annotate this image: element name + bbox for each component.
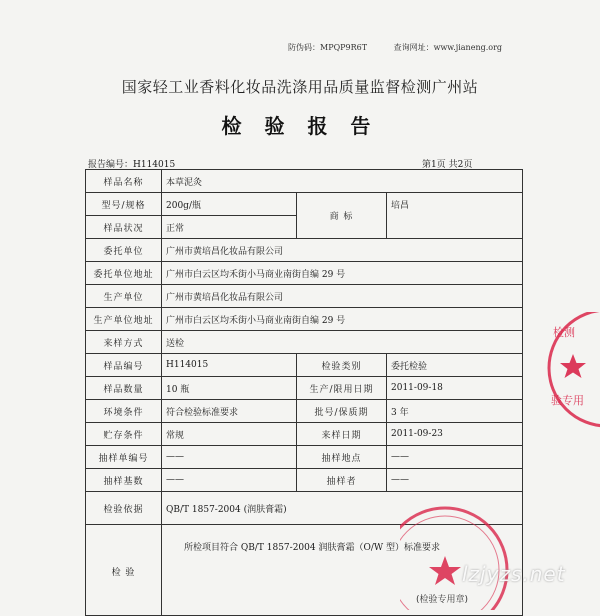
status-label: 样品状况 [86, 216, 162, 239]
client-address-value: 广州市白云区均禾街小马商业南街自编 29 号 [162, 262, 523, 285]
trademark-value: 培昌 [387, 193, 523, 239]
status-value: 正常 [162, 216, 297, 239]
organization-title: 国家轻工业香料化妆品洗涤用品质量监督检测广州站 [121, 78, 479, 96]
storage-value: 常规 [162, 423, 297, 446]
sample-no-value: H114015 [162, 354, 297, 377]
producer-address-label: 生产单位地址 [86, 308, 162, 331]
anti-fake-code: 防伪码：MPQP9R6T [288, 43, 368, 52]
table-row [86, 262, 523, 285]
sample-no-label: 样品编号 [86, 354, 162, 377]
sample-name-value: 本草泥灸 [162, 170, 523, 193]
site-watermark: lzjyzs.net [462, 562, 566, 586]
basis-value: QB/T 1857-2004 (润肤膏霜) [162, 492, 523, 525]
table-row [86, 469, 523, 492]
query-website: 查询网址：www.jianeng.org [393, 43, 503, 52]
receive-date-value: 2011-09-23 [387, 423, 523, 446]
sampling-no-value: —— [162, 446, 297, 469]
conclusion-label: 检 验 [111, 568, 136, 578]
conclusion-text: 所检项目符合 QB/T 1857-2004 润肤膏霜（O/W 型）标准要求 [184, 543, 440, 553]
client-value: 广州市黄培昌化妆品有限公司 [162, 239, 523, 262]
batch-value: 3 年 [387, 400, 523, 423]
report-number: 报告编号：H114015 [88, 160, 176, 170]
trademark-label: 商 标 [297, 193, 387, 239]
receive-date-label: 来样日期 [297, 423, 387, 446]
sampling-base-label: 抽样基数 [86, 469, 162, 492]
production-date-label: 生产/限用日期 [297, 377, 387, 400]
storage-label: 贮存条件 [86, 423, 162, 446]
table-row [86, 446, 523, 469]
conclusion-label-cell [86, 525, 162, 616]
delivery-value: 送检 [162, 331, 523, 354]
page-info: 第1页 共2页 [422, 160, 473, 170]
table-row [86, 308, 523, 331]
environment-label: 环境条件 [86, 400, 162, 423]
client-label: 委托单位 [86, 239, 162, 262]
delivery-label: 来样方式 [86, 331, 162, 354]
quantity-value: 10 瓶 [162, 377, 297, 400]
table-row [86, 331, 523, 354]
sampling-place-label: 抽样地点 [297, 446, 387, 469]
test-type-label: 检验类别 [297, 354, 387, 377]
producer-address-value: 广州市白云区均禾街小马商业南街自编 29 号 [162, 308, 523, 331]
bottom-official-stamp [400, 490, 560, 610]
basis-label: 检验依据 [86, 492, 162, 525]
sampler-label: 抽样者 [297, 469, 387, 492]
batch-label: 批号/保质期 [297, 400, 387, 423]
report-title: 检 验 报 告 [221, 114, 379, 138]
production-date-value: 2011-09-18 [387, 377, 523, 400]
right-stamp-text-top: 检测 [553, 326, 575, 339]
quantity-label: 样品数量 [86, 377, 162, 400]
table-row [86, 423, 523, 446]
bottom-stamp-text: (检验专用章) [416, 595, 469, 605]
sampling-place-value: —— [387, 446, 523, 469]
sampler-value: —— [387, 469, 523, 492]
header-meta [288, 42, 526, 53]
sampling-no-label: 抽样单编号 [86, 446, 162, 469]
model-value: 200g/瓶 [162, 193, 297, 216]
table-row [86, 239, 523, 262]
model-label: 型号/规格 [86, 193, 162, 216]
environment-value: 符合检验标准要求 [162, 400, 297, 423]
sample-name-label: 样品名称 [86, 170, 162, 193]
table-row [86, 354, 523, 377]
table-row [86, 193, 523, 216]
test-type-value: 委托检验 [387, 354, 523, 377]
table-row [86, 285, 523, 308]
table-row [86, 400, 523, 423]
table-row [86, 377, 523, 400]
right-official-stamp [545, 312, 600, 432]
client-address-label: 委托单位地址 [86, 262, 162, 285]
table-row [86, 170, 523, 193]
producer-label: 生产单位 [86, 285, 162, 308]
right-stamp-text-bottom: 验专用 [551, 394, 584, 407]
producer-value: 广州市黄培昌化妆品有限公司 [162, 285, 523, 308]
sampling-base-value: —— [162, 469, 297, 492]
